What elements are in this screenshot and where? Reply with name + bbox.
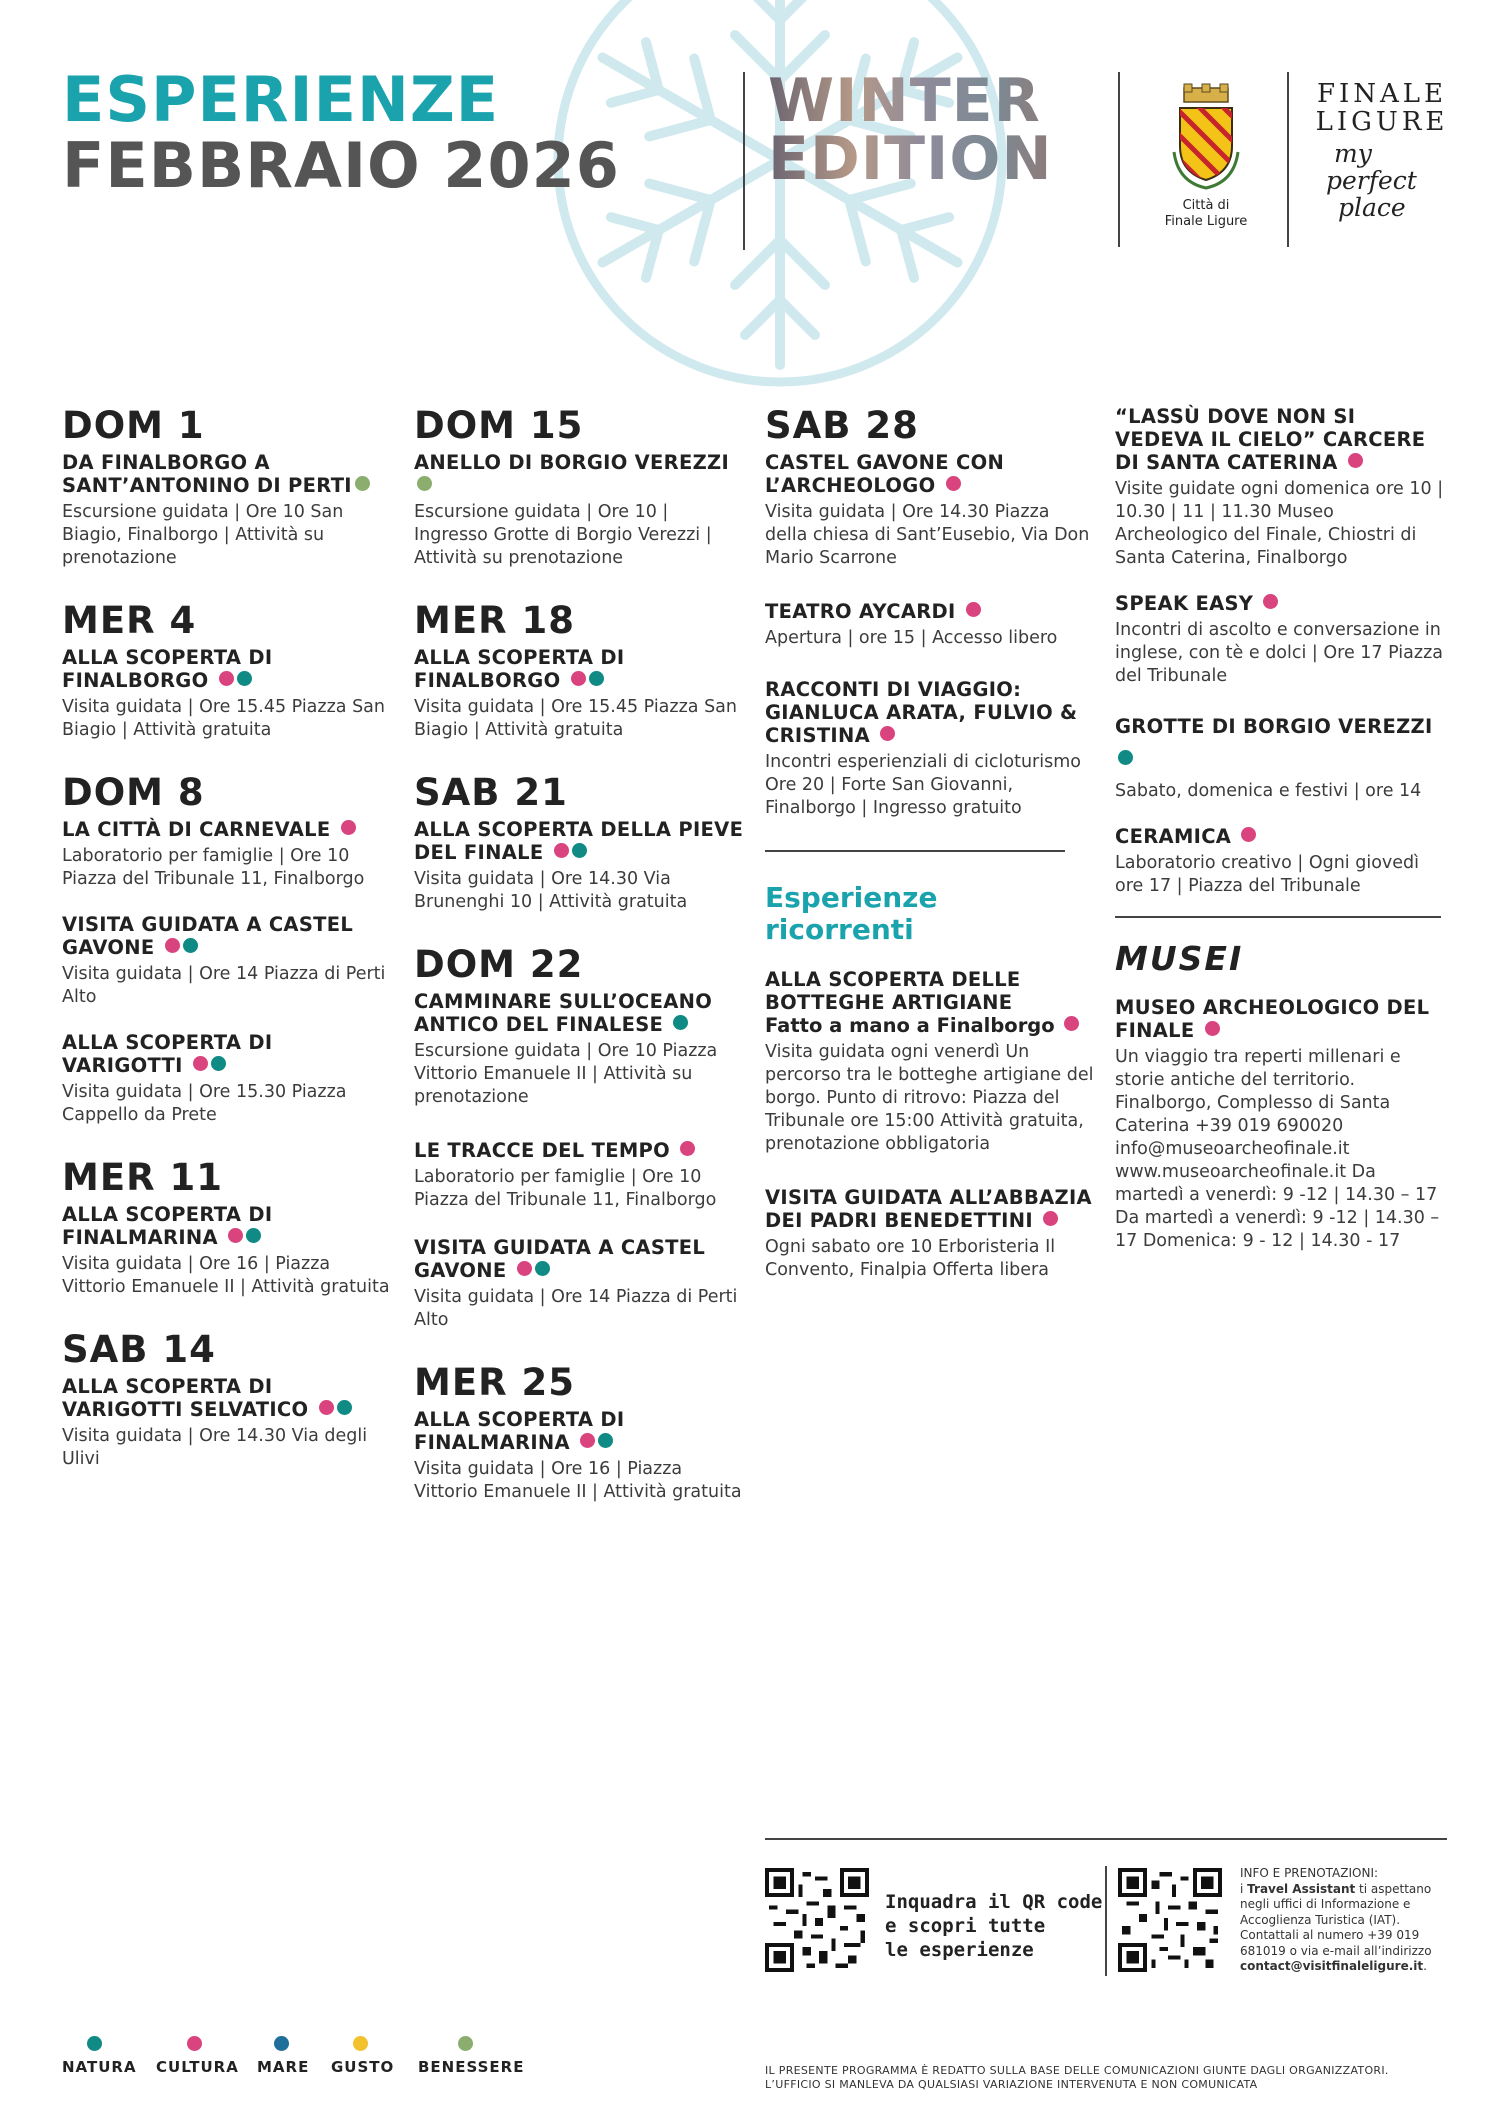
legend-mare: MARE bbox=[257, 2058, 310, 2076]
natura-dot bbox=[237, 671, 252, 686]
cultura-dot bbox=[966, 602, 981, 617]
divider bbox=[1105, 1866, 1107, 1976]
event-description: Visita guidata | Ore 14 Piazza di Perti Alto bbox=[62, 964, 386, 1007]
cultura-dot bbox=[1043, 1211, 1058, 1226]
event-description: Un viaggio tra reperti millenari e storie antiche del territorio. Finalborgo, Complesso di Santa Caterina +39 019 690020 info@museoarcheofinale.it www.museoarcheofinale.it Da martedì a venerdì: 9 -12 | 14.30 – 17 Da martedì a venerdì: 9 -12 | 14.30 – 17 Domenica: 9 - 12 | 14.30 - 17 bbox=[1115, 1047, 1440, 1251]
event-title: DA FINALBORGO A SANT’ANTONINO DI PERTI bbox=[62, 451, 392, 497]
legend-benessere: BENESSERE bbox=[418, 2058, 525, 2076]
event-item[interactable] bbox=[414, 772, 744, 914]
event-description: Visite guidate ogni domenica ore 10 | 10.30 | 11 | 11.30 Museo Archeologico del Finale, Chiostri di Santa Caterina, Finalborgo bbox=[1115, 479, 1444, 568]
event-description: Laboratorio creativo | Ogni giovedì ore 17 | Piazza del Tribunale bbox=[1115, 853, 1420, 896]
edition-title: WINTER EDITION bbox=[768, 66, 1053, 194]
event-item[interactable] bbox=[62, 600, 392, 742]
event-title: ALLA SCOPERTA DELLE BOTTEGHE ARTIGIANE bbox=[765, 968, 1021, 1014]
event-item[interactable] bbox=[62, 1031, 392, 1127]
cultura-dot bbox=[219, 671, 234, 686]
divider bbox=[743, 72, 745, 250]
event-item[interactable] bbox=[1115, 996, 1445, 1253]
event-day: DOM 8 bbox=[62, 771, 205, 814]
event-title: GROTTE DI BORGIO VEREZZI bbox=[1115, 710, 1445, 776]
benessere-dot bbox=[458, 2036, 473, 2051]
natura-dot bbox=[246, 1228, 261, 1243]
cultura-dot bbox=[571, 671, 586, 686]
event-title: ANELLO DI BORGIO VEREZZI bbox=[414, 451, 744, 497]
cultura-dot bbox=[1263, 594, 1278, 609]
natura-dot bbox=[598, 1433, 613, 1448]
divider bbox=[765, 850, 1065, 852]
event-description: Laboratorio per famiglie | Ore 10 Piazza del Tribunale 11, Finalborgo bbox=[414, 1167, 717, 1210]
event-description: Visita guidata | Ore 14 Piazza di Perti Alto bbox=[414, 1287, 738, 1330]
divider bbox=[1115, 916, 1441, 918]
event-title: RACCONTI DI VIAGGIO: GIANLUCA ARATA, FULVIO & CRISTINA bbox=[765, 678, 1078, 747]
event-title: ALLA SCOPERTA DELLA PIEVE DEL FINALE bbox=[414, 818, 744, 864]
cultura-dot bbox=[341, 820, 356, 835]
event-title: CASTEL GAVONE CON L’ARCHEOLOGO bbox=[765, 451, 1005, 497]
event-item[interactable] bbox=[765, 1186, 1095, 1282]
cultura-dot bbox=[580, 1433, 595, 1448]
event-day: DOM 1 bbox=[62, 404, 205, 447]
event-item[interactable] bbox=[62, 1329, 392, 1471]
event-day: MER 25 bbox=[414, 1361, 575, 1404]
event-title: ALLA SCOPERTA DI FINALBORGO bbox=[62, 646, 273, 692]
cultura-dot bbox=[1064, 1016, 1079, 1031]
cultura-dot bbox=[1348, 453, 1363, 468]
event-item[interactable] bbox=[62, 405, 392, 570]
divider bbox=[1118, 72, 1120, 247]
qr-caption: Inquadra il QR code e scopri tutte le esperienze bbox=[885, 1891, 1103, 1961]
events-column-2 bbox=[414, 405, 744, 1534]
event-item[interactable] bbox=[414, 944, 744, 1109]
event-day: SAB 14 bbox=[62, 1328, 216, 1371]
event-day: MER 11 bbox=[62, 1156, 223, 1199]
page-title-line2: FEBBRAIO 2026 bbox=[62, 129, 620, 202]
event-item[interactable] bbox=[414, 405, 744, 570]
event-description: Visita guidata | Ore 14.30 Via Brunenghi 10 | Attività gratuita bbox=[414, 869, 688, 912]
event-subtitle: Fatto a mano a Finalborgo bbox=[765, 1014, 1095, 1037]
natura-dot bbox=[183, 938, 198, 953]
event-description: Laboratorio per famiglie | Ore 10 Piazza del Tribunale 11, Finalborgo bbox=[62, 846, 365, 889]
gusto-dot bbox=[353, 2036, 368, 2051]
natura-dot bbox=[87, 2036, 102, 2051]
legend-natura: NATURA bbox=[62, 2058, 137, 2076]
brand-tagline: my perfect place bbox=[1326, 139, 1417, 222]
cultura-dot bbox=[1205, 1021, 1220, 1036]
event-title: CAMMINARE SULL’OCEANO ANTICO DEL FINALESE bbox=[414, 990, 713, 1036]
natura-dot bbox=[211, 1056, 226, 1071]
event-title: MUSEO ARCHEOLOGICO DEL FINALE bbox=[1115, 996, 1430, 1042]
disclaimer: IL PRESENTE PROGRAMMA È REDATTO SULLA BASE DELLE COMUNICAZIONI GIUNTE DAGLI ORGANIZZATORI. L’UFFICIO SI MANLEVA DA QUALSIASI VARIAZIONE INTERVENUTA E NON COMUNICATA bbox=[765, 2064, 1389, 2091]
brand-logo: FINALE LIGURE bbox=[1315, 79, 1449, 137]
event-description: Apertura | ore 15 | Accesso libero bbox=[765, 628, 1058, 648]
cultura-dot bbox=[165, 938, 180, 953]
page-title-line1: ESPERIENZE bbox=[62, 63, 500, 136]
cultura-dot bbox=[228, 1228, 243, 1243]
event-description: Visita guidata | Ore 15.30 Piazza Cappello da Prete bbox=[62, 1082, 347, 1125]
events-column-4 bbox=[1115, 405, 1445, 1283]
event-title: VISITA GUIDATA A CASTEL GAVONE bbox=[62, 913, 354, 959]
info-contacts bbox=[1240, 1866, 1460, 1975]
cultura-dot bbox=[517, 1261, 532, 1276]
event-description: Visita guidata | Ore 14.30 Via degli Ulivi bbox=[62, 1426, 368, 1469]
qr-code[interactable] bbox=[765, 1868, 869, 1972]
event-item[interactable] bbox=[765, 405, 1095, 570]
legend-cultura: CULTURA bbox=[156, 2058, 239, 2076]
event-item[interactable] bbox=[1115, 710, 1445, 803]
event-day: DOM 22 bbox=[414, 943, 584, 986]
event-title: LE TRACCE DEL TEMPO bbox=[414, 1139, 744, 1162]
event-item[interactable] bbox=[62, 1157, 392, 1299]
event-description: Incontri esperienziali di cicloturismo Ore 20 | Forte San Giovanni, Finalborgo | Ingresso gratuito bbox=[765, 752, 1081, 818]
event-item[interactable] bbox=[1115, 405, 1445, 570]
cultura-dot bbox=[187, 2036, 202, 2051]
divider bbox=[765, 1838, 1447, 1840]
event-description: Escursione guidata | Ore 10 San Biagio, Finalborgo | Attività su prenotazione bbox=[62, 502, 344, 568]
event-description: Visita guidata | Ore 15.45 Piazza San Biagio | Attività gratuita bbox=[414, 697, 737, 740]
event-description: Escursione guidata | Ore 10 | Ingresso Grotte di Borgio Verezzi | Attività su prenotazione bbox=[414, 502, 712, 568]
event-title: SPEAK EASY bbox=[1115, 592, 1445, 615]
coat-of-arms-logo bbox=[1170, 82, 1242, 192]
event-day: SAB 21 bbox=[414, 771, 568, 814]
info-heading: INFO E PRENOTAZIONI: bbox=[1240, 1866, 1379, 1880]
event-title: VISITA GUIDATA A CASTEL GAVONE bbox=[414, 1236, 706, 1282]
event-description: Visita guidata | Ore 14.30 Piazza della chiesa di Sant’Eusebio, Via Don Mario Scarrone bbox=[765, 502, 1090, 568]
event-item[interactable] bbox=[62, 913, 392, 1009]
natura-dot bbox=[589, 671, 604, 686]
event-item[interactable] bbox=[414, 600, 744, 742]
cultura-dot bbox=[319, 1400, 334, 1415]
event-description: Ogni sabato ore 10 Erboristeria Il Convento, Finalpia Offerta libera bbox=[765, 1237, 1056, 1280]
event-item[interactable] bbox=[414, 1139, 744, 1212]
event-item[interactable] bbox=[765, 600, 1095, 650]
benessere-dot bbox=[417, 476, 432, 491]
contact-email-link[interactable]: contact@visitfinaleligure.it bbox=[1240, 1959, 1424, 1973]
event-title: ALLA SCOPERTA DI FINALMARINA bbox=[62, 1203, 273, 1249]
event-title: ALLA SCOPERTA DI VARIGOTTI bbox=[62, 1031, 273, 1077]
legend-gusto: GUSTO bbox=[331, 2058, 395, 2076]
mare-dot bbox=[274, 2036, 289, 2051]
event-title: LA CITTÀ DI CARNEVALE bbox=[62, 818, 392, 841]
natura-dot bbox=[535, 1261, 550, 1276]
natura-dot bbox=[673, 1015, 688, 1030]
event-item[interactable] bbox=[1115, 825, 1445, 898]
event-description: Visita guidata | Ore 16 | Piazza Vittorio Emanuele II | Attività gratuita bbox=[62, 1254, 390, 1297]
event-title: TEATRO AYCARDI bbox=[765, 600, 1095, 623]
event-day: SAB 28 bbox=[765, 404, 919, 447]
musei-heading: MUSEI bbox=[1115, 939, 1244, 978]
event-title: ALLA SCOPERTA DI FINALMARINA bbox=[414, 1408, 625, 1454]
cultura-dot bbox=[680, 1141, 695, 1156]
cultura-dot bbox=[554, 843, 569, 858]
event-item[interactable] bbox=[414, 1236, 744, 1332]
event-title: ALLA SCOPERTA DI VARIGOTTI SELVATICO bbox=[62, 1375, 392, 1421]
cultura-dot bbox=[946, 476, 961, 491]
event-item[interactable] bbox=[62, 772, 392, 891]
event-item[interactable] bbox=[765, 968, 1095, 1156]
recurring-section-title: Esperienze ricorrenti bbox=[765, 881, 938, 946]
event-title: “LASSÙ DOVE NON SI VEDEVA IL CIELO” CARCERE DI SANTA CATERINA bbox=[1115, 405, 1426, 474]
cultura-dot bbox=[193, 1056, 208, 1071]
event-description: Sabato, domenica e festivi | ore 14 bbox=[1115, 781, 1422, 801]
event-day: MER 18 bbox=[414, 599, 575, 642]
event-day: MER 4 bbox=[62, 599, 197, 642]
event-item[interactable] bbox=[414, 1362, 744, 1504]
divider bbox=[1287, 72, 1289, 247]
cultura-dot bbox=[880, 726, 895, 741]
info-text: i Travel Assistant ti aspettano negli uffici di Informazione e Accoglienza Turistica (IAT). Contattali al numero +39 019 681019 o via e-mail all’indirizzo contact@visitfinaleligure.it. bbox=[1240, 1881, 1432, 1973]
event-description: Visita guidata | Ore 16 | Piazza Vittorio Emanuele II | Attività gratuita bbox=[414, 1459, 742, 1502]
natura-dot bbox=[1118, 750, 1133, 765]
event-title: ALLA SCOPERTA DI FINALBORGO bbox=[414, 646, 625, 692]
event-title: CERAMICA bbox=[1115, 825, 1445, 848]
qr-code[interactable] bbox=[1118, 1868, 1222, 1972]
events-column-1 bbox=[62, 405, 392, 1501]
event-item[interactable] bbox=[765, 678, 1095, 820]
natura-dot bbox=[337, 1400, 352, 1415]
event-description: Visita guidata | Ore 15.45 Piazza San Biagio | Attività gratuita bbox=[62, 697, 385, 740]
events-column-3 bbox=[765, 405, 1095, 1312]
coat-of-arms-caption: Città di Finale Ligure bbox=[1164, 198, 1248, 229]
event-description: Escursione guidata | Ore 10 Piazza Vittorio Emanuele II | Attività su prenotazione bbox=[414, 1041, 718, 1107]
event-description: Incontri di ascolto e conversazione in inglese, con tè e dolci | Ore 17 Piazza del Tribunale bbox=[1115, 620, 1443, 686]
event-title: VISITA GUIDATA ALL’ABBAZIA DEI PADRI BENEDETTINI bbox=[765, 1186, 1092, 1232]
event-description: Visita guidata ogni venerdì Un percorso tra le botteghe artigiane del borgo. Punto di ritrovo: Piazza del Tribunale ore 15:00 Attività gratuita, prenotazione obbligatoria bbox=[765, 1042, 1094, 1154]
event-item[interactable] bbox=[1115, 592, 1445, 688]
benessere-dot bbox=[355, 476, 370, 491]
cultura-dot bbox=[1241, 827, 1256, 842]
event-day: DOM 15 bbox=[414, 404, 584, 447]
natura-dot bbox=[572, 843, 587, 858]
